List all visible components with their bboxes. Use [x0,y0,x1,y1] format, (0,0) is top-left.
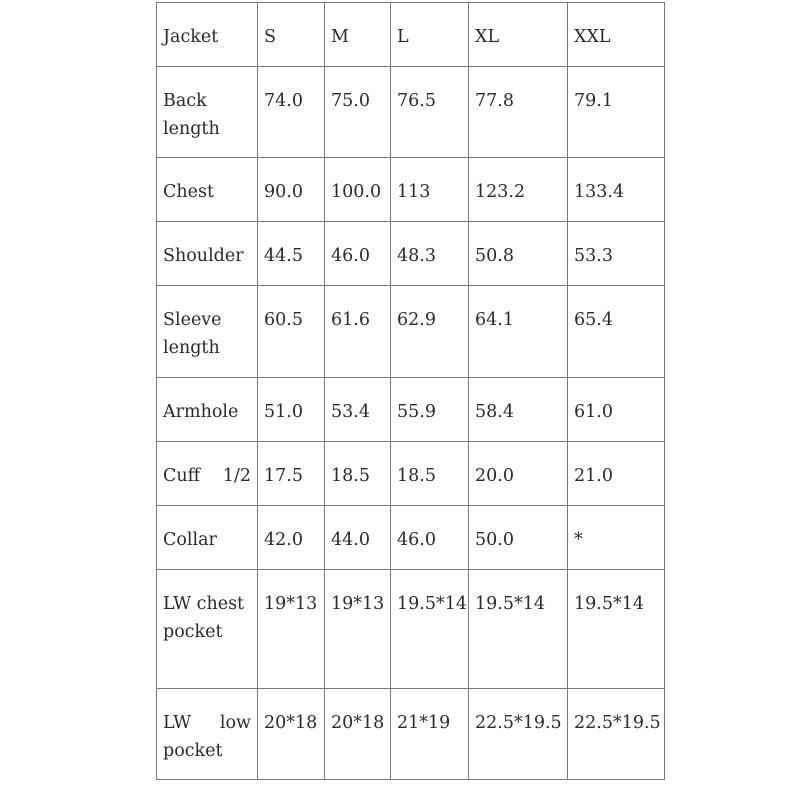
measurement-label-cell: Shoulder [157,222,258,286]
measurement-value-cell: 58.4 [469,378,568,442]
size-chart-table [156,2,665,780]
measurement-value-cell: 48.3 [391,222,469,286]
measurement-value-cell: 62.9 [391,286,469,378]
measurement-value-cell: 21*19 [391,689,469,780]
size-header-cell: S [258,3,325,67]
size-header-cell: XL [469,3,568,67]
measurement-label-cell: Armhole [157,378,258,442]
measurement-value-cell: 123.2 [469,158,568,222]
measurement-value-cell: 75.0 [325,67,391,158]
measurement-value-cell: 18.5 [391,442,469,506]
measurement-label-cell: Back length [157,67,258,158]
measurement-value-cell: 60.5 [258,286,325,378]
measurement-value-cell: 19.5*14 [568,570,665,689]
measurement-value-cell: 20*18 [258,689,325,780]
measurement-value-cell: 79.1 [568,67,665,158]
measurement-value-cell: 19.5*14 [391,570,469,689]
measurement-value-cell: 77.8 [469,67,568,158]
measurement-value-cell: 42.0 [258,506,325,570]
measurement-label-cell: Collar [157,506,258,570]
measurement-value-cell: * [568,506,665,570]
measurement-value-cell: 46.0 [325,222,391,286]
measurement-value-cell: 61.0 [568,378,665,442]
table-row [157,158,665,222]
measurement-value-cell: 53.3 [568,222,665,286]
measurement-value-cell: 20*18 [325,689,391,780]
measurement-value-cell: 19*13 [325,570,391,689]
size-header-cell: L [391,3,469,67]
header-label-cell: Jacket [157,3,258,67]
measurement-value-cell: 18.5 [325,442,391,506]
table-row [157,506,665,570]
measurement-value-cell: 90.0 [258,158,325,222]
measurement-value-cell: 61.6 [325,286,391,378]
measurement-value-cell: 44.5 [258,222,325,286]
measurement-value-cell: 22.5*19.5 [469,689,568,780]
measurement-value-cell: 55.9 [391,378,469,442]
measurement-label-cell: Sleeve length [157,286,258,378]
table-row [157,378,665,442]
measurement-label-cell: LW chest pocket [157,570,258,689]
measurement-value-cell: 53.4 [325,378,391,442]
table-row [157,442,665,506]
measurement-value-cell: 65.4 [568,286,665,378]
measurement-label-cell: Cuff 1/2 [157,442,258,506]
measurement-value-cell: 51.0 [258,378,325,442]
measurement-value-cell: 113 [391,158,469,222]
measurement-value-cell: 21.0 [568,442,665,506]
measurement-value-cell: 46.0 [391,506,469,570]
measurement-value-cell: 74.0 [258,67,325,158]
measurement-label-cell: Chest [157,158,258,222]
measurement-value-cell: 50.0 [469,506,568,570]
header-row [157,3,665,67]
table-row [157,570,665,689]
table-row [157,222,665,286]
measurement-value-cell: 19.5*14 [469,570,568,689]
measurement-value-cell: 20.0 [469,442,568,506]
size-chart-body [157,3,665,780]
table-row [157,67,665,158]
measurement-value-cell: 19*13 [258,570,325,689]
measurement-value-cell: 50.8 [469,222,568,286]
measurement-value-cell: 44.0 [325,506,391,570]
table-row [157,286,665,378]
measurement-value-cell: 17.5 [258,442,325,506]
measurement-label-cell: LW low pocket [157,689,258,780]
measurement-value-cell: 133.4 [568,158,665,222]
measurement-value-cell: 100.0 [325,158,391,222]
measurement-value-cell: 76.5 [391,67,469,158]
size-header-cell: XXL [568,3,665,67]
table-row [157,689,665,780]
measurement-value-cell: 22.5*19.5 [568,689,665,780]
size-header-cell: M [325,3,391,67]
measurement-value-cell: 64.1 [469,286,568,378]
